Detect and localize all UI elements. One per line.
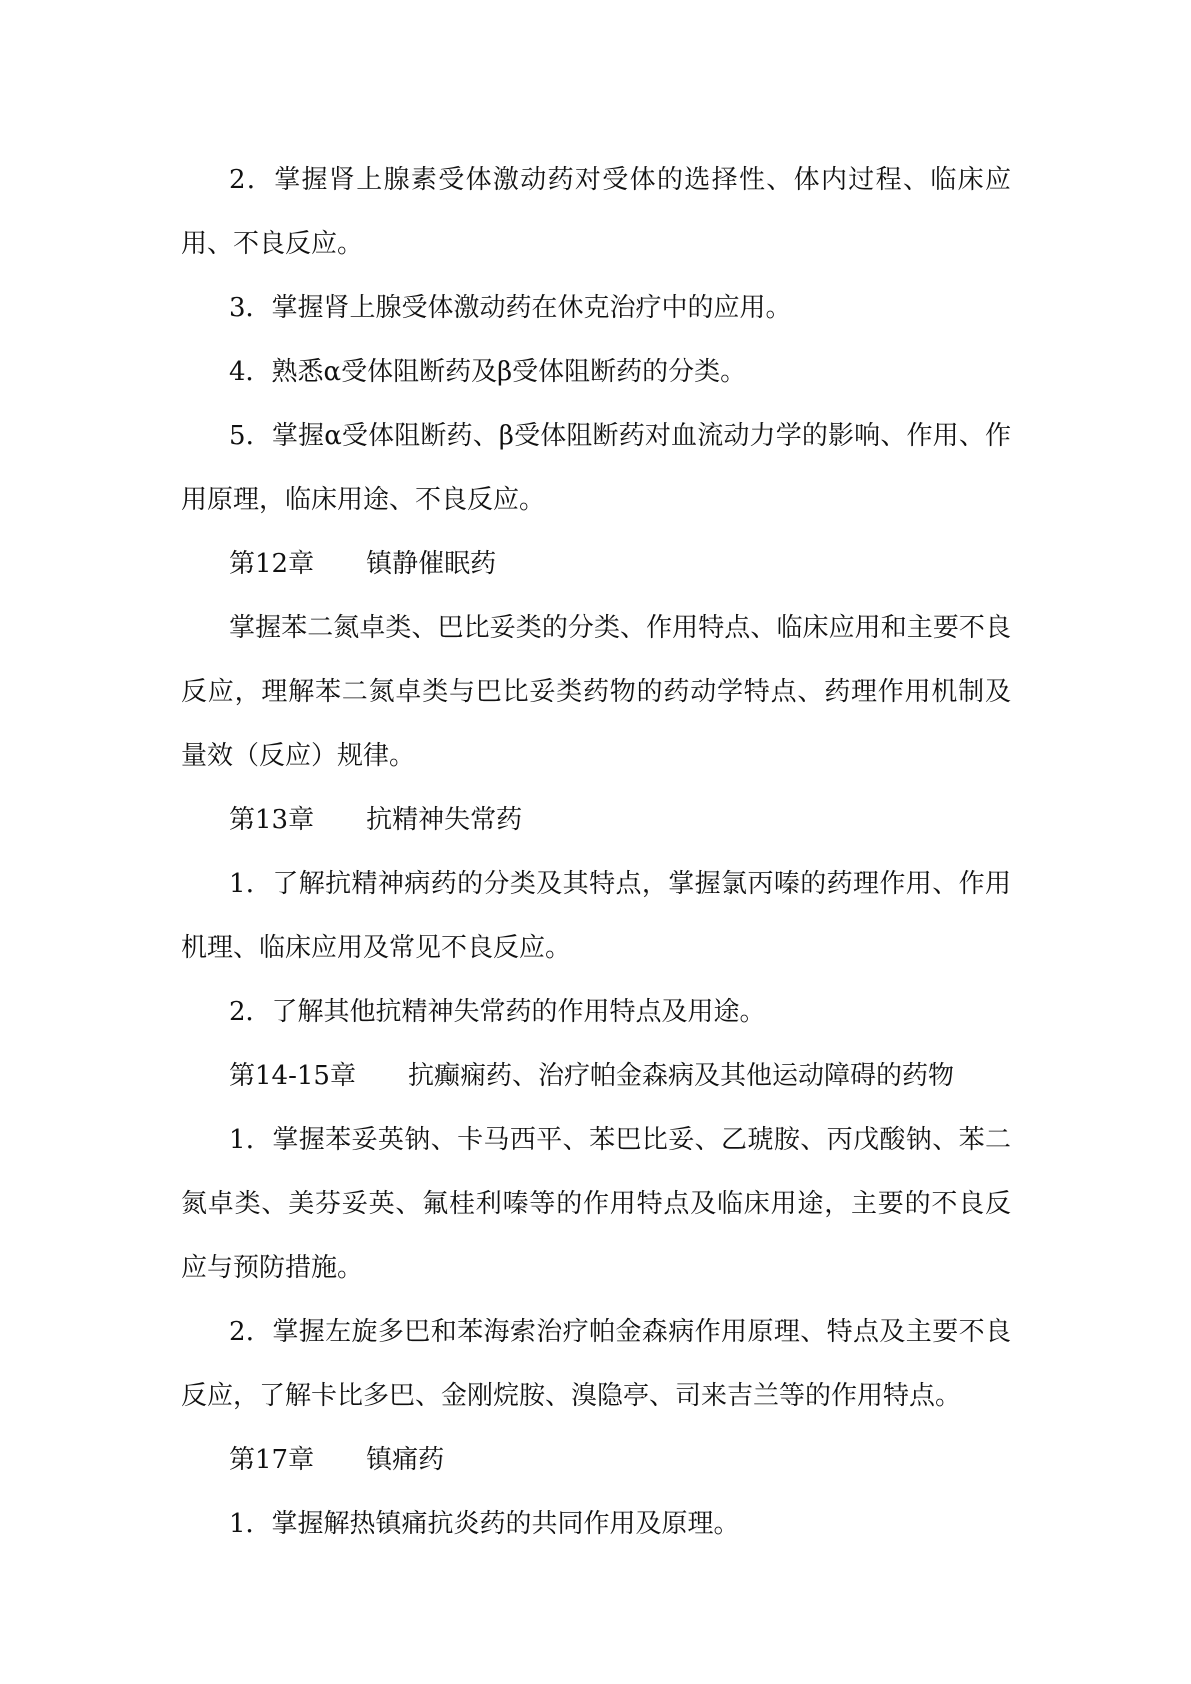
chapter-heading-12: 第12章 镇静催眠药 (229, 549, 497, 579)
paragraph-blocker-classification: 4．熟悉α受体阻断药及β受体阻断药的分类。 (229, 357, 747, 387)
paragraph-antipsychotics: 1．了解抗精神病药的分类及其特点，掌握氯丙嗪的药理作用、作用机理、临床应用及常见不良反应。 (181, 869, 1011, 963)
chapter-heading-13: 第13章 抗精神失常药 (229, 805, 523, 835)
chapter-heading-17: 第17章 镇痛药 (229, 1445, 445, 1475)
paragraph-adrenergic-agonists: 2．掌握肾上腺素受体激动药对受体的选择性、体内过程、临床应用、不良反应。 (181, 165, 1011, 259)
paragraph-blocker-hemodynamics: 5．掌握α受体阻断药、β受体阻断药对血流动力学的影响、作用、作用原理，临床用途、不良反应。 (181, 421, 1011, 515)
paragraph-sedative-hypnotics: 掌握苯二氮卓类、巴比妥类的分类、作用特点、临床应用和主要不良反应，理解苯二氮卓类与巴比妥类药物的药动学特点、药理作用机制及量效（反应）规律。 (181, 613, 1011, 771)
paragraph-shock-treatment: 3．掌握肾上腺受体激动药在休克治疗中的应用。 (229, 293, 792, 323)
paragraph-nsaids: 1．掌握解热镇痛抗炎药的共同作用及原理。 (229, 1509, 740, 1539)
paragraph-other-psychotropics: 2．了解其他抗精神失常药的作用特点及用途。 (229, 997, 766, 1027)
chapter-heading-14-15: 第14-15章 抗癫痫药、治疗帕金森病及其他运动障碍的药物 (229, 1061, 954, 1091)
document-body (181, 148, 1011, 1556)
paragraph-antiparkinson: 2．掌握左旋多巴和苯海索治疗帕金森病作用原理、特点及主要不良反应，了解卡比多巴、金刚烷胺、溴隐亭、司来吉兰等的作用特点。 (181, 1317, 1011, 1411)
paragraph-antiepileptics: 1．掌握苯妥英钠、卡马西平、苯巴比妥、乙琥胺、丙戊酸钠、苯二氮卓类、美芬妥英、氟桂利嗪等的作用特点及临床用途，主要的不良反应与预防措施。 (181, 1125, 1011, 1283)
